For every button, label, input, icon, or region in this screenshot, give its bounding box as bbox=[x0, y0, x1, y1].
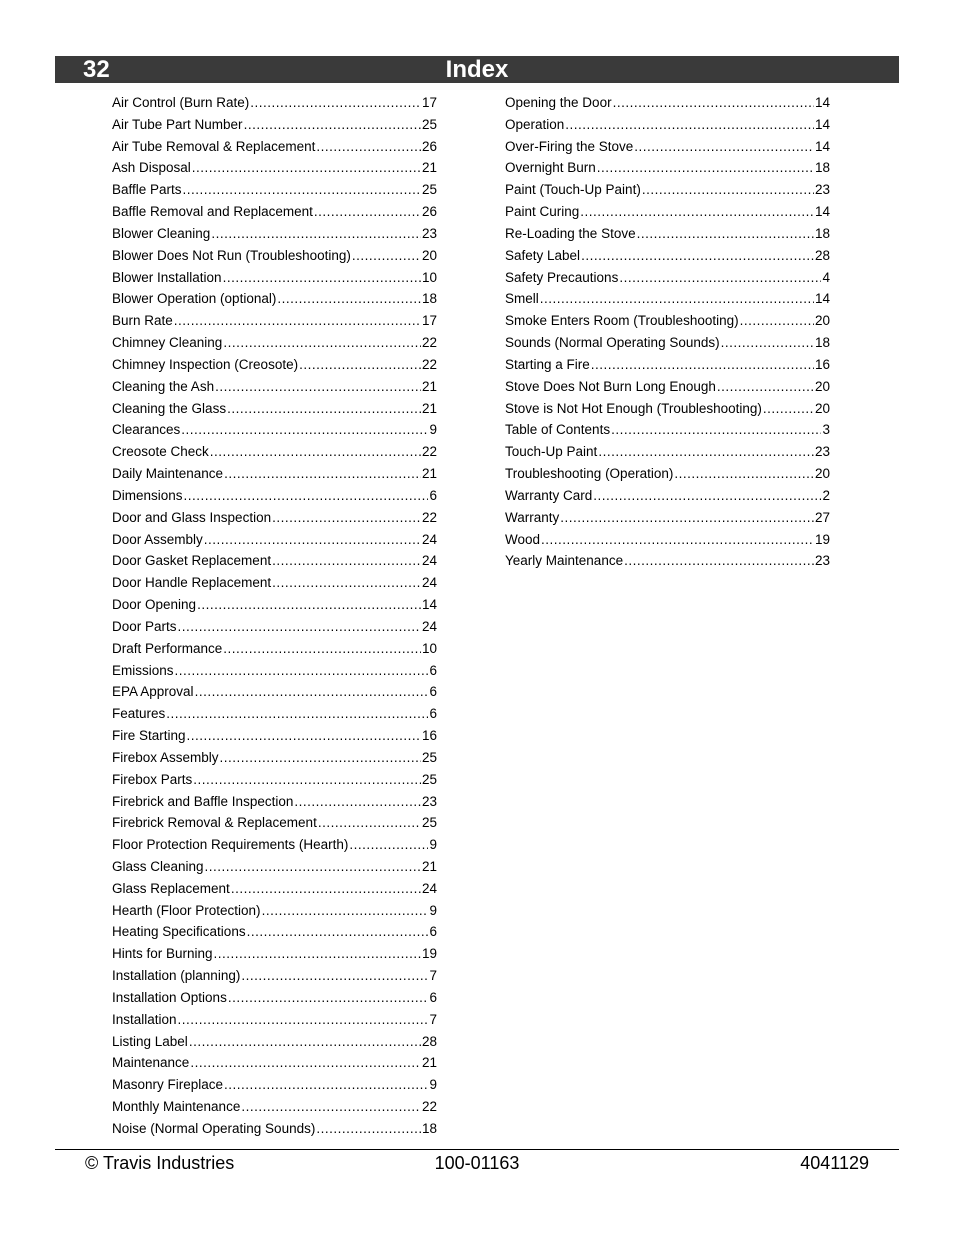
index-entry bbox=[505, 114, 830, 136]
index-page-number: 14 bbox=[814, 116, 830, 132]
index-page-number: 21 bbox=[421, 160, 437, 176]
index-page-number: 28 bbox=[814, 247, 830, 263]
index-entry bbox=[505, 288, 830, 310]
index-entry bbox=[112, 310, 437, 332]
dot-leader bbox=[228, 987, 429, 1009]
index-term: Paint (Touch-Up Paint) bbox=[505, 182, 641, 198]
dot-leader bbox=[195, 681, 429, 703]
index-entry bbox=[112, 943, 437, 965]
index-page-number: 3 bbox=[822, 422, 830, 438]
index-term: Door and Glass Inspection bbox=[112, 509, 272, 525]
dot-leader bbox=[181, 419, 428, 441]
dot-leader bbox=[581, 245, 814, 267]
index-entry bbox=[505, 223, 830, 245]
index-term: Overnight Burn bbox=[505, 160, 596, 176]
index-entry bbox=[112, 594, 437, 616]
index-term: Firebrick Removal & Replacement bbox=[112, 815, 317, 831]
index-term: Burn Rate bbox=[112, 313, 173, 329]
index-entry bbox=[112, 550, 437, 572]
dot-leader bbox=[227, 398, 421, 420]
dot-leader bbox=[277, 288, 421, 310]
index-term: Yearly Maintenance bbox=[505, 553, 624, 569]
index-page-number: 14 bbox=[814, 95, 830, 110]
index-term: Stove is Not Hot Enough (Troubleshooting) bbox=[505, 400, 762, 416]
dot-leader bbox=[316, 136, 421, 158]
index-term: Cleaning the Ash bbox=[112, 378, 215, 394]
index-term: Air Tube Part Number bbox=[112, 116, 243, 132]
dot-leader bbox=[591, 354, 814, 376]
index-entry bbox=[505, 441, 830, 463]
index-page-number: 23 bbox=[421, 793, 437, 809]
index-term: Listing Label bbox=[112, 1033, 188, 1049]
dot-leader bbox=[241, 1096, 421, 1118]
index-term: Cleaning the Glass bbox=[112, 400, 227, 416]
index-term: Installation Options bbox=[112, 989, 227, 1005]
index-page-number: 18 bbox=[421, 291, 437, 307]
index-term: Starting a Fire bbox=[505, 356, 590, 372]
dot-leader bbox=[183, 179, 421, 201]
index-entry bbox=[505, 201, 830, 223]
dot-leader bbox=[272, 550, 421, 572]
dot-leader bbox=[220, 747, 421, 769]
index-page-number: 6 bbox=[429, 487, 437, 503]
index-page-number: 17 bbox=[421, 313, 437, 329]
index-entry bbox=[505, 332, 830, 354]
index-entry bbox=[112, 681, 437, 703]
dot-leader bbox=[541, 529, 814, 551]
index-entry bbox=[112, 376, 437, 398]
index-page-number: 25 bbox=[421, 815, 437, 831]
index-column-left bbox=[112, 92, 437, 1140]
index-term: Over-Firing the Stove bbox=[505, 138, 634, 154]
index-page-number: 14 bbox=[421, 597, 437, 613]
index-term: Smell bbox=[505, 291, 539, 307]
index-entry bbox=[112, 769, 437, 791]
index-entry bbox=[112, 419, 437, 441]
dot-leader bbox=[352, 245, 421, 267]
footer-doc-number: 100-01163 bbox=[434, 1153, 520, 1173]
index-page-number: 9 bbox=[429, 837, 437, 853]
index-page-number: 26 bbox=[421, 138, 437, 154]
index-term: Door Gasket Replacement bbox=[112, 553, 272, 569]
index-entry bbox=[112, 332, 437, 354]
index-page-number: 24 bbox=[421, 531, 437, 547]
index-page-number: 6 bbox=[429, 662, 437, 678]
index-entry bbox=[112, 921, 437, 943]
dot-leader bbox=[642, 179, 814, 201]
index-entry bbox=[112, 1074, 437, 1096]
index-term: Maintenance bbox=[112, 1055, 190, 1071]
index-entry bbox=[505, 550, 830, 572]
footer-copyright: © Travis Industries bbox=[85, 1153, 235, 1173]
dot-leader bbox=[565, 114, 814, 136]
dot-leader bbox=[613, 92, 814, 114]
dot-leader bbox=[597, 157, 814, 179]
index-entry bbox=[112, 223, 437, 245]
index-page-number: 2 bbox=[822, 487, 830, 503]
dot-leader bbox=[174, 310, 421, 332]
index-term: Installation bbox=[112, 1011, 177, 1027]
dot-leader bbox=[250, 92, 421, 114]
dot-leader bbox=[540, 288, 814, 310]
index-entry bbox=[505, 136, 830, 158]
dot-leader bbox=[205, 856, 421, 878]
page-number: 32 bbox=[83, 56, 110, 83]
index-entry bbox=[112, 201, 437, 223]
index-page-number: 14 bbox=[814, 138, 830, 154]
index-page-number: 28 bbox=[421, 1033, 437, 1049]
index-page-number: 24 bbox=[421, 553, 437, 569]
index-term: Floor Protection Requirements (Hearth) bbox=[112, 837, 349, 853]
index-entry bbox=[505, 529, 830, 551]
index-page-number: 6 bbox=[429, 924, 437, 940]
index-term: Dimensions bbox=[112, 487, 183, 503]
index-page-number: 25 bbox=[421, 749, 437, 765]
dot-leader bbox=[223, 638, 421, 660]
index-term: Firebox Assembly bbox=[112, 749, 219, 765]
index-term: Hints for Burning bbox=[112, 946, 213, 962]
index-page-number: 19 bbox=[814, 531, 830, 547]
index-page-number: 25 bbox=[421, 116, 437, 132]
index-entry bbox=[505, 419, 830, 441]
index-term: Draft Performance bbox=[112, 640, 223, 656]
index-page-number: 20 bbox=[814, 400, 830, 416]
index-entry bbox=[505, 463, 830, 485]
dot-leader bbox=[187, 725, 421, 747]
index-entry bbox=[505, 157, 830, 179]
dot-leader bbox=[740, 310, 814, 332]
index-entry bbox=[112, 703, 437, 725]
dot-leader bbox=[193, 769, 421, 791]
index-entry bbox=[112, 529, 437, 551]
index-page-number: 22 bbox=[421, 1099, 437, 1115]
index-term: Air Tube Removal & Replacement bbox=[112, 138, 316, 154]
dot-leader bbox=[223, 332, 421, 354]
index-page-number: 14 bbox=[814, 204, 830, 220]
index-page-number: 22 bbox=[421, 335, 437, 351]
dot-leader bbox=[272, 507, 421, 529]
index-entry bbox=[112, 987, 437, 1009]
index-entry bbox=[112, 267, 437, 289]
dot-leader bbox=[215, 376, 421, 398]
index-term: Door Opening bbox=[112, 597, 197, 613]
dot-leader bbox=[637, 223, 814, 245]
index-entry bbox=[112, 398, 437, 420]
index-term: Touch-Up Paint bbox=[505, 444, 598, 460]
index-term: Glass Cleaning bbox=[112, 858, 204, 874]
index-page-number: 6 bbox=[429, 706, 437, 722]
index-page-number: 26 bbox=[421, 204, 437, 220]
dot-leader bbox=[190, 1052, 421, 1074]
index-page-number: 10 bbox=[421, 640, 437, 656]
index-entry bbox=[112, 92, 437, 114]
index-page-number: 20 bbox=[814, 313, 830, 329]
index-page-number: 4 bbox=[822, 269, 830, 285]
index-entry bbox=[505, 245, 830, 267]
index-page-number: 9 bbox=[429, 902, 437, 918]
index-entry bbox=[112, 572, 437, 594]
index-entry bbox=[505, 485, 830, 507]
index-page-number: 27 bbox=[814, 509, 830, 525]
index-entry bbox=[112, 856, 437, 878]
index-term: Warranty bbox=[505, 509, 560, 525]
dot-leader bbox=[299, 354, 421, 376]
index-term: Re-Loading the Stove bbox=[505, 225, 636, 241]
index-entry bbox=[112, 463, 437, 485]
index-page-number: 20 bbox=[814, 378, 830, 394]
dot-leader bbox=[192, 157, 421, 179]
index-page-number: 22 bbox=[421, 444, 437, 460]
dot-leader bbox=[231, 878, 421, 900]
index-term: Blower Does Not Run (Troubleshooting) bbox=[112, 247, 351, 263]
index-term: Fire Starting bbox=[112, 728, 186, 744]
index-term: Air Control (Burn Rate) bbox=[112, 95, 250, 110]
index-term: Door Assembly bbox=[112, 531, 203, 547]
dot-leader bbox=[189, 1031, 421, 1053]
index-term: Baffle Removal and Replacement bbox=[112, 204, 313, 220]
index-entry bbox=[505, 92, 830, 114]
index-entry bbox=[505, 267, 830, 289]
index-term: Noise (Normal Operating Sounds) bbox=[112, 1120, 316, 1136]
index-term: Ash Disposal bbox=[112, 160, 191, 176]
index-page-number: 21 bbox=[421, 378, 437, 394]
index-entry bbox=[505, 507, 830, 529]
dot-leader bbox=[224, 1074, 428, 1096]
index-page-number: 21 bbox=[421, 1055, 437, 1071]
index-entry bbox=[505, 354, 830, 376]
index-page-number: 23 bbox=[814, 553, 830, 569]
footer-code: 4041129 bbox=[800, 1153, 869, 1173]
index-entry bbox=[112, 507, 437, 529]
dot-leader bbox=[717, 376, 814, 398]
index-term: Safety Label bbox=[505, 247, 581, 263]
index-term: Glass Replacement bbox=[112, 880, 230, 896]
index-entry bbox=[505, 179, 830, 201]
dot-leader bbox=[593, 485, 821, 507]
index-page-number: 18 bbox=[421, 1120, 437, 1136]
index-term: Table of Contents bbox=[505, 422, 611, 438]
index-term: Chimney Inspection (Creosote) bbox=[112, 356, 299, 372]
dot-leader bbox=[611, 419, 821, 441]
dot-leader bbox=[178, 616, 421, 638]
index-term: Heating Specifications bbox=[112, 924, 246, 940]
dot-leader bbox=[211, 223, 421, 245]
index-page-number: 23 bbox=[421, 225, 437, 241]
index-entry bbox=[112, 660, 437, 682]
index-entry bbox=[112, 485, 437, 507]
index-page-number: 16 bbox=[421, 728, 437, 744]
index-term: Emissions bbox=[112, 662, 174, 678]
index-term: Features bbox=[112, 706, 166, 722]
index-entry bbox=[112, 965, 437, 987]
index-page-number: 24 bbox=[421, 575, 437, 591]
index-term: Door Parts bbox=[112, 618, 177, 634]
index-page-number: 18 bbox=[814, 335, 830, 351]
index-term: Installation (planning) bbox=[112, 968, 241, 984]
index-term: Stove Does Not Burn Long Enough bbox=[505, 378, 716, 394]
header-bar bbox=[55, 56, 899, 83]
index-term: Chimney Cleaning bbox=[112, 335, 223, 351]
dot-leader bbox=[204, 529, 421, 551]
index-entry bbox=[112, 1118, 437, 1140]
index-term: Blower Operation (optional) bbox=[112, 291, 277, 307]
index-term: Wood bbox=[505, 531, 541, 547]
index-page-number: 7 bbox=[429, 1011, 437, 1027]
index-term: Creosote Check bbox=[112, 444, 209, 460]
index-entry bbox=[112, 354, 437, 376]
index-term: Warranty Card bbox=[505, 487, 593, 503]
index-page-number: 19 bbox=[421, 946, 437, 962]
index-entry bbox=[505, 398, 830, 420]
index-page-number: 24 bbox=[421, 880, 437, 896]
index-entry bbox=[505, 376, 830, 398]
index-entry bbox=[112, 834, 437, 856]
index-term: Safety Precautions bbox=[505, 269, 619, 285]
index-page-number: 25 bbox=[421, 182, 437, 198]
index-term: Firebrick and Baffle Inspection bbox=[112, 793, 294, 809]
index-page-number: 22 bbox=[421, 509, 437, 525]
page-title: Index bbox=[445, 56, 509, 83]
index-page-number: 9 bbox=[429, 1077, 437, 1093]
index-term: Clearances bbox=[112, 422, 181, 438]
dot-leader bbox=[619, 267, 821, 289]
index-page-number: 25 bbox=[421, 771, 437, 787]
index-term: Operation bbox=[505, 116, 565, 132]
index-term: Blower Installation bbox=[112, 269, 222, 285]
index-page-number: 20 bbox=[421, 247, 437, 263]
index-term: Door Handle Replacement bbox=[112, 575, 272, 591]
index-entry bbox=[112, 812, 437, 834]
index-entry bbox=[112, 791, 437, 813]
index-entry bbox=[112, 1031, 437, 1053]
index-term: Troubleshooting (Operation) bbox=[505, 466, 674, 482]
index-page-number: 16 bbox=[814, 356, 830, 372]
index-term: Smoke Enters Room (Troubleshooting) bbox=[505, 313, 739, 329]
dot-leader bbox=[166, 703, 428, 725]
index-term: Opening the Door bbox=[505, 95, 612, 110]
index-term: Blower Cleaning bbox=[112, 225, 211, 241]
dot-leader bbox=[580, 201, 814, 223]
dot-leader bbox=[262, 900, 429, 922]
index-page-number: 21 bbox=[421, 858, 437, 874]
dot-leader bbox=[247, 921, 429, 943]
index-page-number: 21 bbox=[421, 400, 437, 416]
index-entry bbox=[112, 245, 437, 267]
index-term: Baffle Parts bbox=[112, 182, 182, 198]
index-term: Firebox Parts bbox=[112, 771, 193, 787]
index-entry bbox=[112, 900, 437, 922]
index-entry bbox=[112, 638, 437, 660]
index-term: Masonry Fireplace bbox=[112, 1077, 224, 1093]
footer-divider bbox=[55, 1149, 899, 1150]
index-page-number: 9 bbox=[429, 422, 437, 438]
dot-leader bbox=[175, 660, 429, 682]
index-entry bbox=[112, 136, 437, 158]
index-term: Hearth (Floor Protection) bbox=[112, 902, 261, 918]
dot-leader bbox=[721, 332, 814, 354]
index-entry bbox=[505, 310, 830, 332]
index-term: EPA Approval bbox=[112, 684, 194, 700]
index-entry bbox=[112, 179, 437, 201]
dot-leader bbox=[316, 1118, 421, 1140]
index-page-number: 18 bbox=[814, 225, 830, 241]
index-page-number: 18 bbox=[814, 160, 830, 176]
index-entry bbox=[112, 616, 437, 638]
index-term: Daily Maintenance bbox=[112, 466, 224, 482]
dot-leader bbox=[244, 114, 421, 136]
dot-leader bbox=[210, 441, 421, 463]
index-entry bbox=[112, 288, 437, 310]
index-page-number: 20 bbox=[814, 466, 830, 482]
index-page-number: 7 bbox=[429, 968, 437, 984]
index-page-number: 22 bbox=[421, 356, 437, 372]
index-entry bbox=[112, 1096, 437, 1118]
index-entry bbox=[112, 1052, 437, 1074]
dot-leader bbox=[184, 485, 429, 507]
dot-leader bbox=[197, 594, 421, 616]
index-term: Sounds (Normal Operating Sounds) bbox=[505, 335, 720, 351]
index-entry bbox=[112, 441, 437, 463]
index-entry bbox=[112, 747, 437, 769]
index-page-number: 23 bbox=[814, 444, 830, 460]
index-page-number: 24 bbox=[421, 618, 437, 634]
dot-leader bbox=[598, 441, 814, 463]
dot-leader bbox=[178, 1009, 429, 1031]
index-term: Paint Curing bbox=[505, 204, 580, 220]
index-page-number: 21 bbox=[421, 466, 437, 482]
index-entry bbox=[112, 1009, 437, 1031]
dot-leader bbox=[634, 136, 814, 158]
dot-leader bbox=[314, 201, 421, 223]
dot-leader bbox=[224, 463, 421, 485]
index-page-number: 23 bbox=[814, 182, 830, 198]
index-page-number: 6 bbox=[429, 684, 437, 700]
dot-leader bbox=[241, 965, 428, 987]
index-page-number: 17 bbox=[421, 95, 437, 110]
index-term: Monthly Maintenance bbox=[112, 1099, 241, 1115]
index-entry bbox=[112, 878, 437, 900]
dot-leader bbox=[318, 812, 421, 834]
index-entry bbox=[112, 114, 437, 136]
index-entry bbox=[112, 725, 437, 747]
index-page-number: 14 bbox=[814, 291, 830, 307]
dot-leader bbox=[349, 834, 428, 856]
index-column-right bbox=[505, 92, 830, 572]
index-page-number: 10 bbox=[421, 269, 437, 285]
dot-leader bbox=[763, 398, 814, 420]
dot-leader bbox=[294, 791, 421, 813]
dot-leader bbox=[560, 507, 814, 529]
dot-leader bbox=[214, 943, 421, 965]
dot-leader bbox=[272, 572, 421, 594]
index-entry bbox=[112, 157, 437, 179]
dot-leader bbox=[624, 550, 814, 572]
index-page-number: 6 bbox=[429, 989, 437, 1005]
dot-leader bbox=[674, 463, 814, 485]
dot-leader bbox=[223, 267, 421, 289]
